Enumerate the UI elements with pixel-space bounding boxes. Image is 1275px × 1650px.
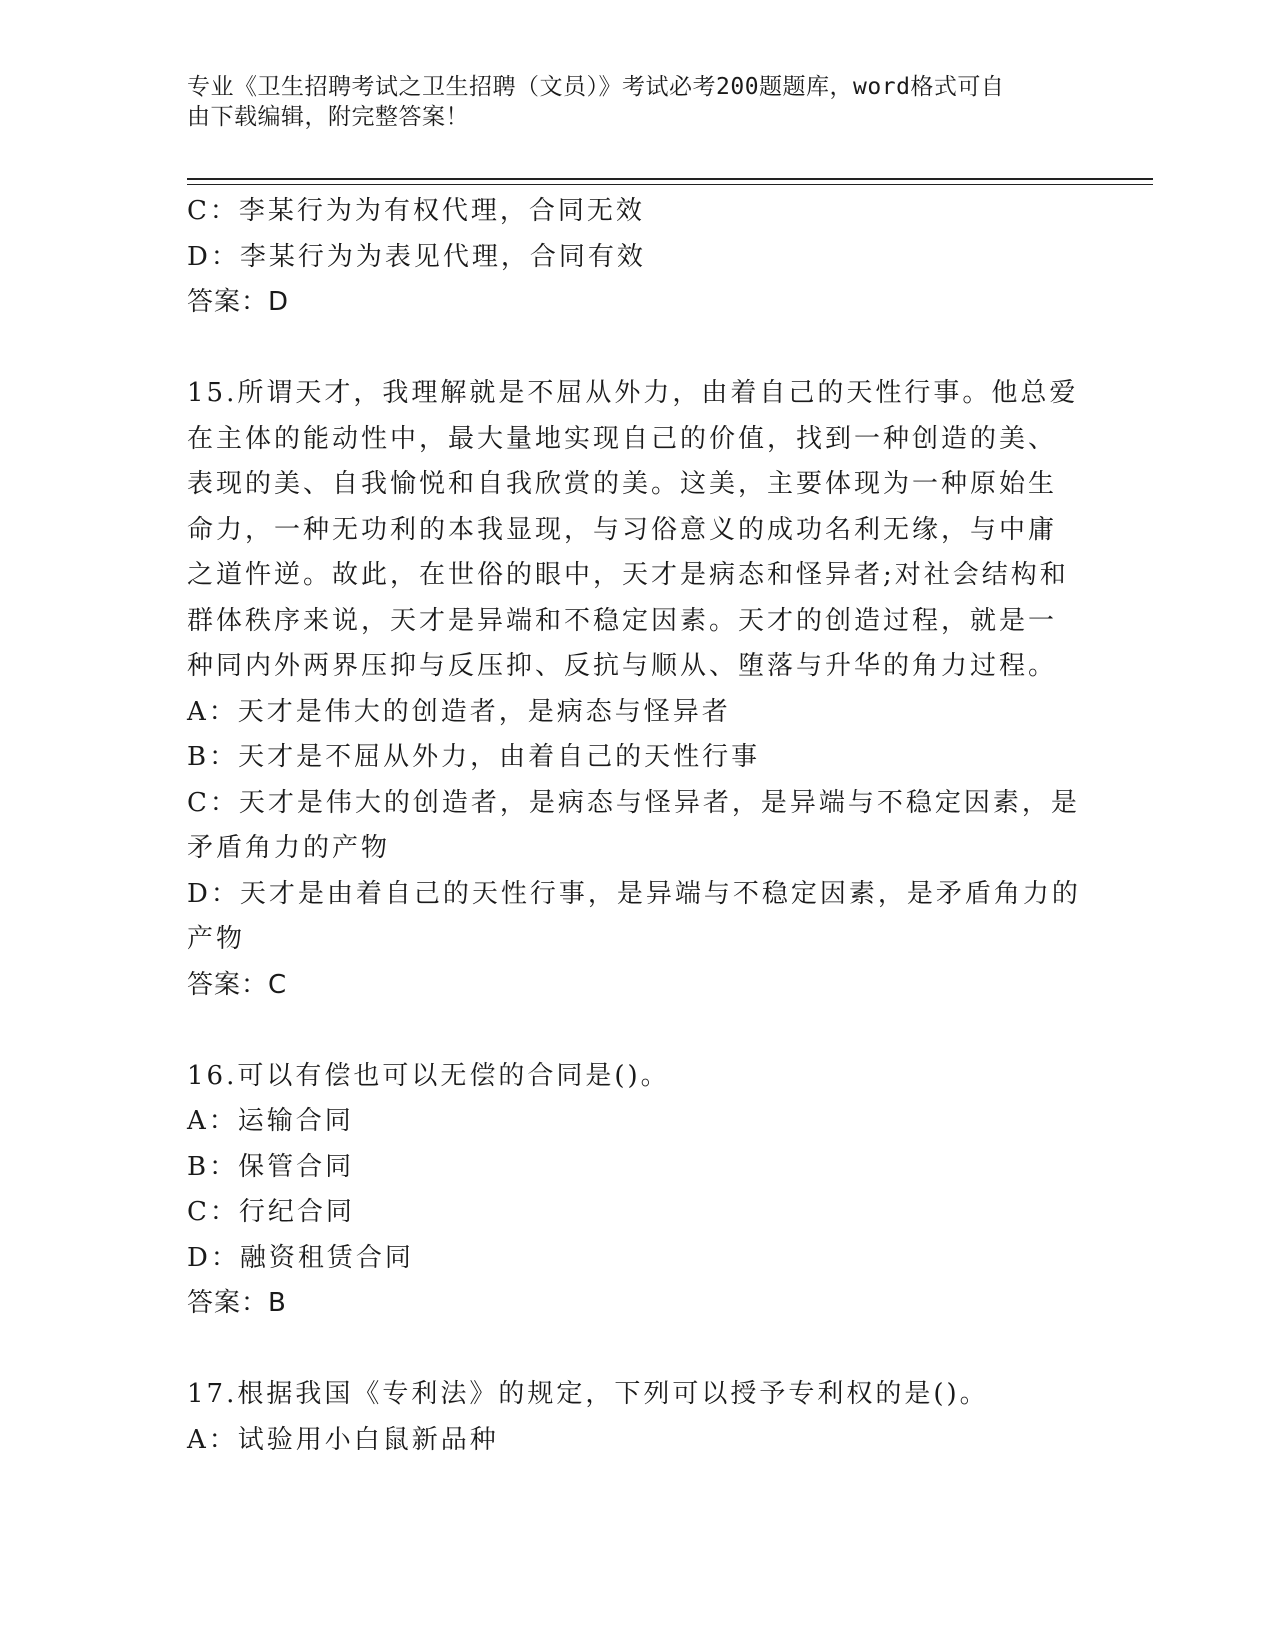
header-line-1: 专业《卫生招聘考试之卫生招聘（文员）》考试必考200题题库，word格式可自 [187, 74, 1005, 100]
q17-option-a: A：试验用小白鼠新品种 [187, 1424, 499, 1455]
q15-stem-line: 15.所谓天才，我理解就是不屈从外力，由着自己的天性行事。他总爱 [187, 378, 1079, 408]
q15-stem-line: 之道忤逆。故此，在世俗的眼中，天才是病态和怪异者;对社会结构和 [187, 560, 1069, 590]
q14-option-d: D：李某行为为表见代理，合同有效 [187, 241, 646, 272]
q15-stem-line: 在主体的能动性中，最大量地实现自己的价值，找到一种创造的美、 [187, 423, 1058, 454]
q15-option-a: A：天才是伟大的创造者，是病态与怪异者 [187, 696, 731, 727]
q15-stem-line: 命力，一种无功利的本我显现，与习俗意义的成功名利无缘，与中庸 [187, 514, 1058, 545]
q16-option-b: B：保管合同 [187, 1151, 355, 1182]
q15-option-c: C：天才是伟大的创造者，是病态与怪异者，是异端与不稳定因素，是 [187, 787, 1080, 818]
q16-answer: 答案：B [187, 1288, 287, 1318]
spacer [187, 326, 1087, 372]
q15-stem-line: 种同内外两界压抑与反压抑、反抗与顺从、堕落与升华的角力过程。 [187, 651, 1058, 681]
q15-stem-line: 表现的美、自我愉悦和自我欣赏的美。这美，主要体现为一种原始生 [187, 469, 1058, 499]
q16-option-c: C：行纪合同 [187, 1197, 355, 1227]
q17-stem: 17.根据我国《专利法》的规定，下列可以授予专利权的是()。 [187, 1379, 989, 1409]
header-line-2: 由下载编辑，附完整答案！ [187, 104, 469, 130]
header-rule-thick [187, 178, 1153, 180]
q15-answer: 答案：C [187, 969, 288, 1000]
q15-option-c-cont: 矛盾角力的产物 [187, 833, 391, 863]
question-content [187, 189, 1087, 1463]
q16-option-a: A：运输合同 [187, 1106, 354, 1136]
q15-stem-line: 群体秩序来说，天才是异端和不稳定因素。天才的创造过程，就是一 [187, 605, 1058, 636]
q15-option-d: D：天才是由着自己的天性行事，是异端与不稳定因素，是矛盾角力的 [187, 878, 1081, 909]
spacer [187, 1008, 1087, 1054]
q14-answer: 答案：D [187, 287, 290, 317]
q15-option-d-cont: 产物 [187, 924, 246, 954]
spacer [187, 1327, 1087, 1373]
header-rule-thin [187, 184, 1153, 185]
q15-option-b: B：天才是不屈从外力，由着自己的天性行事 [187, 742, 761, 772]
q14-option-c: C：李某行为为有权代理，合同无效 [187, 196, 645, 226]
q16-stem: 16.可以有偿也可以无偿的合同是()。 [187, 1060, 670, 1091]
q16-option-d: D：融资租赁合同 [187, 1242, 414, 1273]
document-header [187, 72, 1067, 132]
